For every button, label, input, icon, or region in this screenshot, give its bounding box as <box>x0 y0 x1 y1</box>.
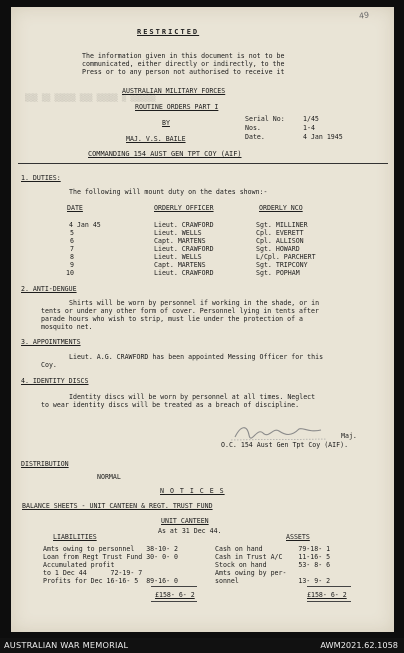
duty-nco: Sgt. MILLINER <box>256 221 308 229</box>
document-page <box>11 7 394 632</box>
security-warning-line-2: communicated, either directly or indirectly, to the <box>82 60 285 68</box>
liability-line: Loan from Regt Trust Fund 30- 0- 0 <box>43 553 178 561</box>
anti-dengue-line-1: Shirts will be worn by personnel if working in the shade, or in <box>69 299 320 307</box>
archive-footer-bar <box>0 638 404 653</box>
archive-name: AUSTRALIAN WAR MEMORIAL <box>4 640 129 650</box>
serial-label: Serial No: <box>245 115 285 123</box>
liabilities-heading: LIABILITIES <box>53 533 97 541</box>
restricted-heading: RESTRICTED <box>137 28 200 36</box>
security-warning-line-3: Press or to any person not authorised to receive it <box>82 68 285 76</box>
anti-dengue-line-2: tents or under any other form of cover. Personnel lying in tents after <box>41 307 319 315</box>
asset-line: sonnel 13- 9- 2 <box>215 577 331 585</box>
duty-nco: L/Cpl. PARCHERT <box>256 253 316 261</box>
unit-canteen-heading: UNIT CANTEEN <box>161 517 209 525</box>
duty-date: 5 <box>70 229 74 237</box>
duty-nco: Cpl. ALLISON <box>256 237 304 245</box>
liabilities-total-double-rule <box>151 601 197 602</box>
liabilities-total: £158- 6- 2 <box>155 591 195 599</box>
duties-heading: 1. DUTIES: <box>21 174 61 182</box>
duty-officer: Lieut. WELLS <box>154 229 202 237</box>
duty-officer: Lieut. CRAWFORD <box>154 245 214 253</box>
identity-discs-line-2: to wear identity discs will be treated as a breach of discipline. <box>41 401 300 409</box>
archive-reference: AWM2021.62.1058 <box>320 640 398 650</box>
serial-value: 1/45 <box>303 115 319 123</box>
appointments-heading: 3. APPOINTMENTS <box>21 338 81 346</box>
duty-date: 6 <box>70 237 74 245</box>
duties-col-officer: ORDERLY OFFICER <box>154 204 214 212</box>
duty-date: 10 <box>66 269 74 277</box>
date-value: 4 Jan 1945 <box>303 133 343 141</box>
date-label: Date. <box>245 133 265 141</box>
asset-line: Cash in Trust A/C 11-16- 5 <box>215 553 331 561</box>
liability-line: Accumulated profit <box>43 561 115 569</box>
liability-line: Amts owing to personnel 38-10- 2 <box>43 545 178 553</box>
duties-col-date: DATE <box>67 204 83 212</box>
asset-line: Cash on hand 79-18- 1 <box>215 545 331 553</box>
duty-officer: Lieut. CRAWFORD <box>154 221 214 229</box>
duty-officer: Capt. MARTENS <box>154 237 206 245</box>
distribution-value: NORMAL <box>97 473 121 481</box>
signature-rank: Maj. <box>341 432 357 440</box>
duties-col-nco: ORDERLY NCO <box>259 204 303 212</box>
organisation-heading: AUSTRALIAN MILITARY FORCES <box>122 87 226 95</box>
handwritten-signature <box>229 421 329 443</box>
appointments-line-2: Coy. <box>41 361 57 369</box>
duty-officer: Capt. MARTENS <box>154 261 206 269</box>
duty-date: 8 <box>70 253 74 261</box>
duty-officer: Lieut. CRAWFORD <box>154 269 214 277</box>
duty-nco: Cpl. EVERETT <box>256 229 304 237</box>
liability-line: to 1 Dec 44 72-19- 7 <box>43 569 143 577</box>
duty-date: 7 <box>70 245 74 253</box>
nos-label: Nos. <box>245 124 261 132</box>
identity-discs-line-1: Identity discs will be worn by personnel at all times. Neglect <box>69 393 316 401</box>
duty-date: 4 Jan 45 <box>69 221 101 229</box>
duty-officer: Lieut. WELLS <box>154 253 202 261</box>
identity-discs-heading: 4. IDENTITY DISCS <box>21 377 89 385</box>
liabilities-sum-rule <box>151 586 197 587</box>
bleed-through-text: ▒▒▒ ▒▒ ▒▒▒▒▒ ▒▒▒ ▒▒▒▒▒ ▒ ▒▒▒▒▒▒ <box>25 94 156 102</box>
assets-total: £158- 6- 2 <box>307 591 347 599</box>
anti-dengue-line-3: parade hours who wish to strip, must lie under the protection of a <box>41 315 304 323</box>
asset-line: Amts owing by per- <box>215 569 287 577</box>
balance-sheets-heading: BALANCE SHEETS - UNIT CANTEEN & REGT. TRUST FUND <box>22 502 213 510</box>
notices-heading: N O T I C E S <box>160 487 225 495</box>
page-number-mark: 49 <box>358 10 370 21</box>
header-divider <box>18 163 388 164</box>
duty-date: 9 <box>70 261 74 269</box>
nos-value: 1-4 <box>303 124 315 132</box>
order-type-heading: ROUTINE ORDERS PART I <box>135 103 219 111</box>
assets-sum-rule <box>307 586 351 587</box>
assets-total-double-rule <box>307 601 351 602</box>
distribution-heading: DISTRIBUTION <box>21 460 69 468</box>
officer-name: MAJ. V.S. BAILE <box>126 135 186 143</box>
signature-title: O.C. 154 Aust Gen Tpt Coy (AIF). <box>221 441 349 449</box>
appointments-line-1: Lieut. A.G. CRAWFORD has been appointed Messing Officer for this <box>69 353 324 361</box>
unit-name: COMMANDING 154 AUST GEN TPT COY (AIF) <box>88 150 242 158</box>
security-warning-line-1: The information given in this document is not to be <box>82 52 285 60</box>
as-at-date: As at 31 Dec 44. <box>158 527 222 535</box>
duty-nco: Sgt. HOWARD <box>256 245 300 253</box>
duty-nco: Sgt. POPHAM <box>256 269 300 277</box>
liability-line: Profits for Dec 16-16- 5 89-16- 0 <box>43 577 178 585</box>
anti-dengue-line-4: mosquito net. <box>41 323 93 331</box>
asset-line: Stock on hand 53- 8- 6 <box>215 561 331 569</box>
by-label: BY <box>162 119 170 127</box>
duty-nco: Sgt. TRIPCONY <box>256 261 308 269</box>
anti-dengue-heading: 2. ANTI-DENGUE <box>21 285 77 293</box>
assets-heading: ASSETS <box>286 533 310 541</box>
duties-intro: The following will mount duty on the dates shown:- <box>69 188 268 196</box>
